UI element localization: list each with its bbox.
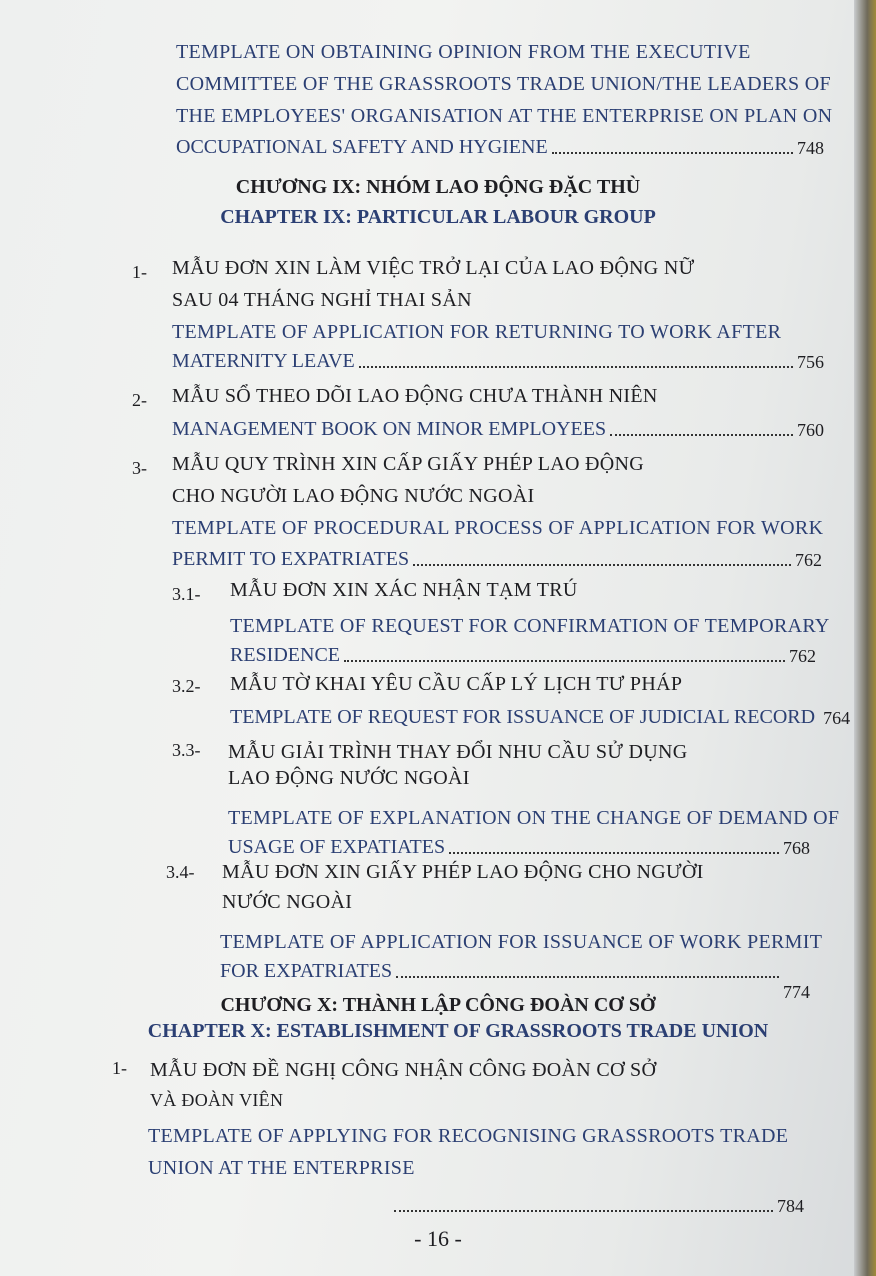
toc-entry-text: MATERNITY LEAVE	[172, 350, 355, 372]
dot-leader	[344, 660, 785, 662]
toc-entry-last-line	[230, 644, 816, 667]
toc-entry-last-line	[230, 706, 851, 729]
entry-marker: 1-	[132, 262, 147, 282]
entry-marker: 1-	[112, 1058, 127, 1078]
toc-page-number: 756	[797, 352, 824, 372]
toc-entry-vn: MẪU TỜ KHAI YÊU CẦU CẤP LÝ LỊCH TƯ PHÁP	[230, 673, 683, 695]
toc-entry-text: FOR EXPATRIATES	[220, 960, 393, 982]
dot-leader	[552, 152, 793, 154]
toc-entry-line: THE EMPLOYEES' ORGANISATION AT THE ENTERPRISE ON PLAN ON	[176, 105, 833, 127]
toc-entry-vn: LAO ĐỘNG NƯỚC NGOÀI	[228, 767, 470, 789]
toc-page-number: 748	[797, 138, 824, 158]
toc-entry-vn: MẪU QUY TRÌNH XIN CẤP GIẤY PHÉP LAO ĐỘNG	[172, 453, 644, 475]
toc-entry-en: TEMPLATE OF APPLICATION FOR RETURNING TO WORK AFTER	[172, 321, 782, 343]
toc-entry-text: MANAGEMENT BOOK ON MINOR EMPLOYEES	[172, 418, 607, 440]
toc-entry-text: USAGE OF EXPATIATES	[228, 836, 446, 858]
dot-leader	[396, 976, 779, 978]
toc-page-number: 762	[795, 550, 822, 570]
dot-leader	[413, 564, 791, 566]
toc-entry-en: TEMPLATE OF EXPLANATION ON THE CHANGE OF DEMAND OF	[228, 807, 840, 829]
toc-entry-vn: SAU 04 THÁNG NGHỈ THAI SẢN	[172, 289, 472, 311]
toc-entry-line: TEMPLATE ON OBTAINING OPINION FROM THE EXECUTIVE	[176, 41, 751, 63]
toc-entry-text: RESIDENCE	[230, 644, 340, 666]
entry-marker: 3.2-	[172, 676, 201, 696]
toc-page-number: 762	[789, 646, 816, 666]
toc-page-number: 764	[823, 708, 851, 728]
dot-leader	[394, 1210, 773, 1212]
toc-entry-en: TEMPLATE OF APPLYING FOR RECOGNISING GRASSROOTS TRADE	[148, 1125, 789, 1147]
toc-entry-text: TEMPLATE OF REQUEST FOR ISSUANCE OF JUDICIAL RECORD	[230, 706, 816, 728]
toc-page-number: 768	[783, 838, 810, 858]
toc-entry-last-line	[172, 350, 824, 373]
toc-page-number: 774	[783, 982, 810, 1002]
toc-entry-text: OCCUPATIONAL SAFETY AND HYGIENE	[176, 136, 548, 158]
toc-page-number: 760	[797, 420, 824, 440]
toc-entry-vn: MẪU ĐƠN XIN XÁC NHẬN TẠM TRÚ	[230, 579, 578, 601]
chapter-heading-en: CHAPTER IX: PARTICULAR LABOUR GROUP	[220, 206, 656, 228]
toc-entry-vn: MẪU GIẢI TRÌNH THAY ĐỔI NHU CẦU SỬ DỤNG	[228, 741, 688, 763]
entry-marker: 3.1-	[172, 584, 201, 604]
toc-entry-en: TEMPLATE OF APPLICATION FOR ISSUANCE OF WORK PERMIT	[220, 931, 823, 953]
page-number-footer: - 16 -	[414, 1226, 462, 1251]
chapter-heading-vn: CHƯƠNG X: THÀNH LẬP CÔNG ĐOÀN CƠ SỞ	[220, 994, 656, 1016]
toc-entry-vn: MẪU ĐƠN XIN LÀM VIỆC TRỞ LẠI CỦA LAO ĐỘNG NỮ	[172, 257, 695, 279]
toc-entry-text: PERMIT TO EXPATRIATES	[172, 548, 410, 570]
toc-entry-en: UNION AT THE ENTERPRISE	[148, 1157, 415, 1179]
toc-entry-last-line	[390, 1196, 804, 1217]
toc-entry-vn: MẪU ĐƠN XIN GIẤY PHÉP LAO ĐỘNG CHO NGƯỜI	[222, 861, 704, 883]
toc-entry-vn: MẪU SỔ THEO DÕI LAO ĐỘNG CHƯA THÀNH NIÊN	[172, 385, 658, 407]
toc-entry-vn: MẪU ĐƠN ĐỀ NGHỊ CÔNG NHẬN CÔNG ĐOÀN CƠ SỞ	[150, 1059, 657, 1081]
dot-leader	[449, 852, 779, 854]
toc-entry-vn: VÀ ĐOÀN VIÊN	[150, 1090, 284, 1110]
entry-marker: 3.4-	[166, 862, 195, 882]
dot-leader	[359, 366, 793, 368]
entry-marker: 3.3-	[172, 740, 201, 760]
toc-page-number: 784	[777, 1196, 804, 1216]
toc-entry-last-line	[172, 548, 822, 571]
toc-entry-vn: NƯỚC NGOÀI	[222, 891, 353, 913]
chapter-heading-vn: CHƯƠNG IX: NHÓM LAO ĐỘNG ĐẶC THÙ	[235, 176, 641, 198]
toc-entry-last-line	[176, 136, 824, 159]
toc-entry-vn: CHO NGƯỜI LAO ĐỘNG NƯỚC NGOÀI	[172, 485, 535, 507]
toc-entry-last-line	[220, 960, 810, 1002]
entry-marker: 3-	[132, 458, 147, 478]
toc-entry-last-line	[172, 418, 824, 441]
toc-entry-en: TEMPLATE OF REQUEST FOR CONFIRMATION OF TEMPORARY	[230, 615, 830, 637]
chapter-heading-en: CHAPTER X: ESTABLISHMENT OF GRASSROOTS TRADE UNION	[147, 1020, 769, 1042]
entry-marker: 2-	[132, 390, 147, 410]
toc-entry-line: COMMITTEE OF THE GRASSROOTS TRADE UNION/THE LEADERS OF	[176, 73, 831, 95]
toc-entry-en: TEMPLATE OF PROCEDURAL PROCESS OF APPLICATION FOR WORK	[172, 517, 824, 539]
toc-entry-last-line	[228, 836, 810, 859]
dot-leader	[610, 434, 793, 436]
